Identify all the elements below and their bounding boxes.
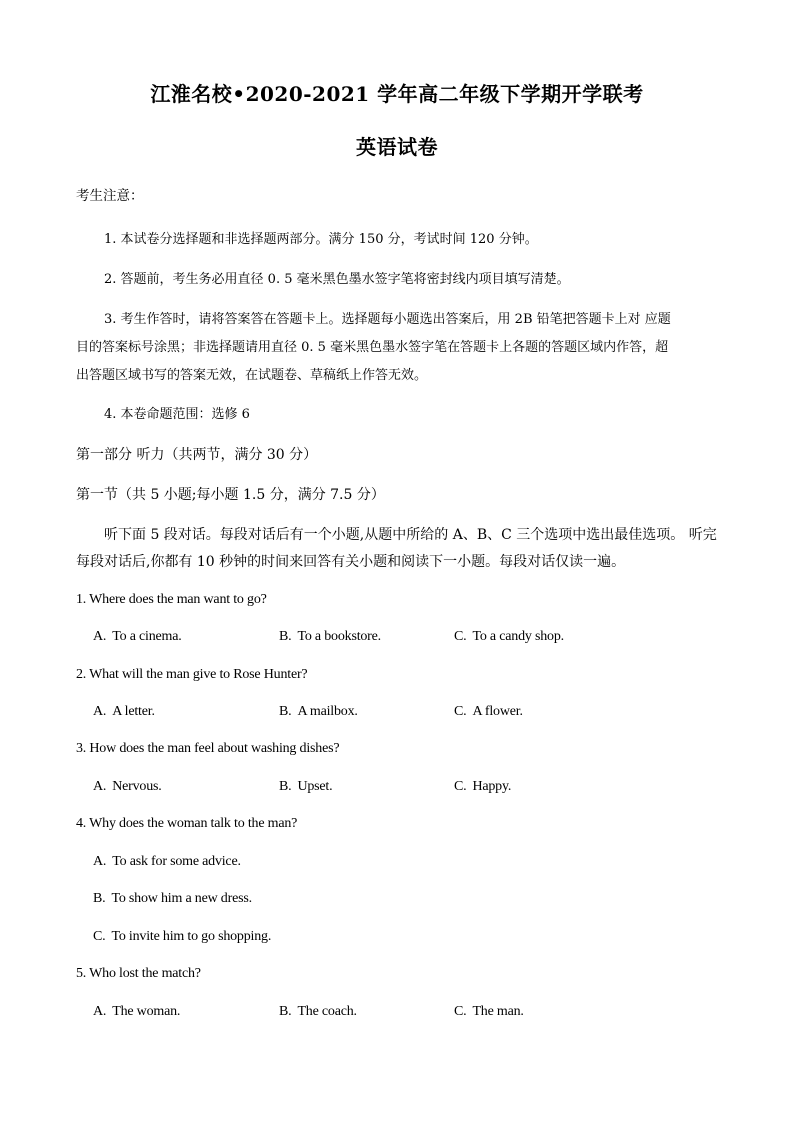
- option-label: B.: [279, 629, 292, 644]
- question-stem: 1. Where does the man want to go?: [76, 592, 267, 607]
- option-text: A flower.: [472, 704, 523, 719]
- option-c: [454, 779, 511, 795]
- notice-item-3-line-3: 出答题区域书写的答案无效，在试题卷、草稿纸上作答无效。: [76, 368, 428, 383]
- option-text: To a bookstore.: [297, 629, 381, 644]
- option-label: A.: [93, 629, 107, 644]
- option-label: C.: [454, 629, 467, 644]
- option-text: To show him a new dress.: [111, 891, 252, 906]
- option-b: [279, 1004, 357, 1020]
- instruction-line-2: 每段对话后,你都有 10 秒钟的时间来回答有关小题和阅读下一小题。每段对话仅读一遍。: [76, 554, 626, 570]
- notice-item-4: 4. 本卷命题范围：选修 6: [104, 407, 250, 422]
- option-label: C.: [93, 929, 106, 944]
- exam-subtitle: 英语试卷: [356, 135, 438, 159]
- notice-label: 考生注意：: [76, 188, 144, 204]
- option-label: B.: [279, 779, 292, 794]
- notice-item-3-line-2: 目的答案标号涂黑；非选择题请用直径 0. 5 毫米黑色墨水签字笔在答题卡上各题的答题区域内作答，超: [76, 340, 669, 355]
- option-a: [93, 779, 162, 795]
- question-stem: 4. Why does the woman talk to the man?: [76, 816, 298, 831]
- option-c: [454, 704, 523, 720]
- option-text: To invite him to go shopping.: [111, 929, 272, 944]
- option-text: Nervous.: [112, 779, 162, 794]
- option-label: A.: [93, 779, 107, 794]
- option-text: Upset.: [297, 779, 333, 794]
- option-label: A.: [93, 854, 107, 869]
- option-c: [93, 929, 271, 945]
- option-a: [93, 704, 155, 720]
- option-c: [454, 629, 564, 645]
- exam-title: 江淮名校•2020-2021 学年高二年级下学期开学联考: [150, 82, 644, 106]
- option-text: A letter.: [112, 704, 155, 719]
- option-a: [93, 1004, 180, 1020]
- option-label: A.: [93, 704, 107, 719]
- option-text: To a candy shop.: [472, 629, 564, 644]
- option-label: A.: [93, 1004, 107, 1019]
- section-heading: 第一节（共 5 小题;每小题 1.5 分，满分 7.5 分）: [76, 487, 385, 503]
- option-text: Happy.: [472, 779, 512, 794]
- option-text: The man.: [472, 1004, 524, 1019]
- question-stem: 5. Who lost the match?: [76, 966, 201, 981]
- option-b: [279, 629, 381, 645]
- option-label: B.: [279, 704, 292, 719]
- option-a: [93, 854, 241, 870]
- question-stem: 3. How does the man feel about washing dishes?: [76, 741, 340, 756]
- instruction-line-1: 听下面 5 段对话。每段对话后有一个小题,从题中所给的 A、B、C 三个选项中选出最佳选项。 听完: [104, 527, 717, 543]
- option-b: [93, 891, 252, 907]
- option-text: To ask for some advice.: [112, 854, 241, 869]
- notice-item-3-line-1: 3. 考生作答时，请将答案答在答题卡上。选择题每小题选出答案后，用 2B 铅笔把答题卡上对 应题: [104, 312, 671, 327]
- option-b: [279, 704, 358, 720]
- question-stem: 2. What will the man give to Rose Hunter?: [76, 667, 308, 682]
- option-label: C.: [454, 1004, 467, 1019]
- option-text: A mailbox.: [297, 704, 358, 719]
- option-label: C.: [454, 704, 467, 719]
- option-label: C.: [454, 779, 467, 794]
- option-c: [454, 1004, 524, 1020]
- option-label: B.: [279, 1004, 292, 1019]
- option-a: [93, 629, 182, 645]
- option-text: To a cinema.: [112, 629, 182, 644]
- option-b: [279, 779, 332, 795]
- option-text: The woman.: [112, 1004, 181, 1019]
- option-label: B.: [93, 891, 106, 906]
- notice-item-1: 1. 本试卷分选择题和非选择题两部分。满分 150 分，考试时间 120 分钟。: [104, 232, 538, 247]
- notice-item-2: 2. 答题前，考生务必用直径 0. 5 毫米黑色墨水签字笔将密封线内项目填写清楚。: [104, 272, 570, 287]
- option-text: The coach.: [297, 1004, 357, 1019]
- part-heading: 第一部分 听力（共两节，满分 30 分）: [76, 447, 318, 463]
